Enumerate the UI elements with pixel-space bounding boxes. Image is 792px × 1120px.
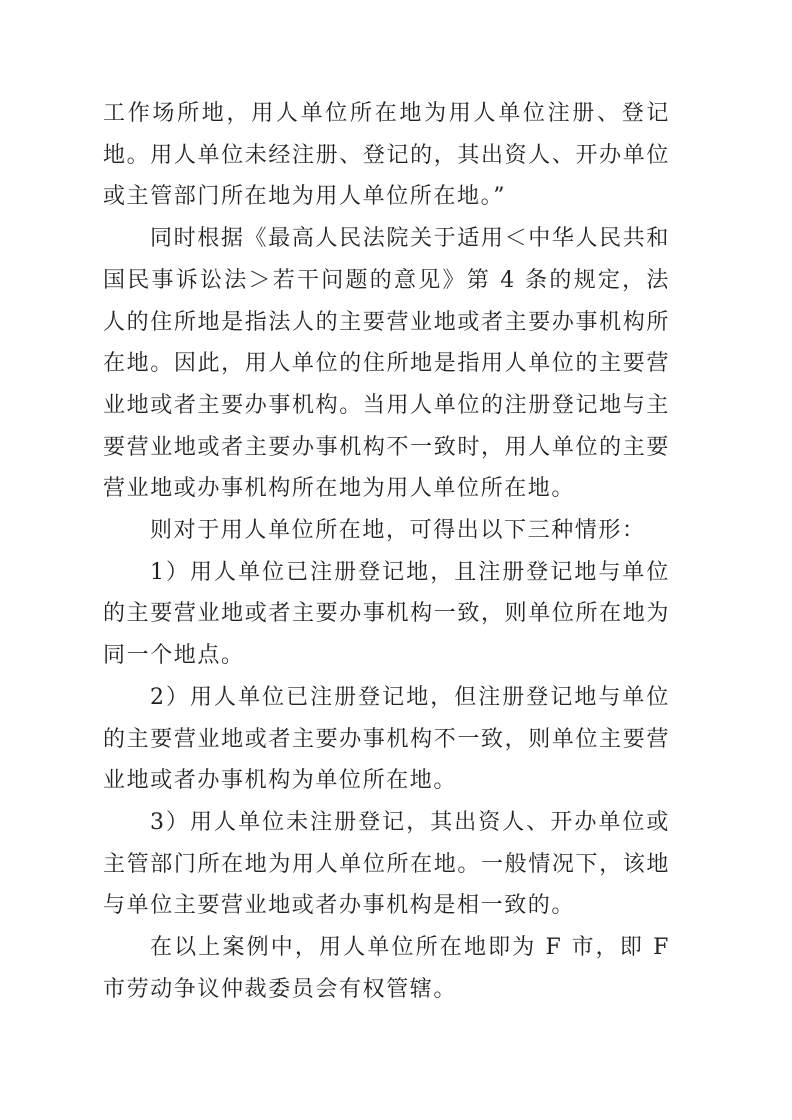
paragraph: 同时根据《最高人民法院关于适用＜中华人民共和国民事诉讼法＞若干问题的意见》第 4 条的规定，法人的住所地是指法人的主要营业地或者主要办事机构所在地。因此，用人单位的住所地是指用人单位的主要营业地或者主要办事机构。当用人单位的注册登记地与主要营业地或者主要办事机构不一致时，用人单位的主要营业地或办事机构所在地为用人单位所在地。 [103, 226, 670, 502]
document-body [103, 93, 670, 1010]
paragraph: 2）用人单位已注册登记地，但注册登记地与单位的主要营业地或者主要办事机构不一致，则单位主要营业地或者办事机构为单位所在地。 [103, 684, 670, 794]
paragraph: 则对于用人单位所在地，可得出以下三种情形： [150, 518, 646, 544]
paragraph: 1）用人单位已注册登记地，且注册登记地与单位的主要营业地或者主要办事机构一致，则单位所在地为同一个地点。 [103, 559, 670, 669]
paragraph: 在以上案例中，用人单位所在地即为 F 市，即 F 市劳动争议仲裁委员会有权管辖。 [103, 935, 670, 1002]
paragraph: 3）用人单位未注册登记，其出资人、开办单位或主管部门所在地为用人单位所在地。一般情况下，该地与单位主要营业地或者办事机构是相一致的。 [103, 809, 670, 919]
paragraph: 工作场所地，用人单位所在地为用人单位注册、登记地。用人单位未经注册、登记的，其出资人、开办单位或主管部门所在地为用人单位所在地。” [103, 101, 670, 210]
